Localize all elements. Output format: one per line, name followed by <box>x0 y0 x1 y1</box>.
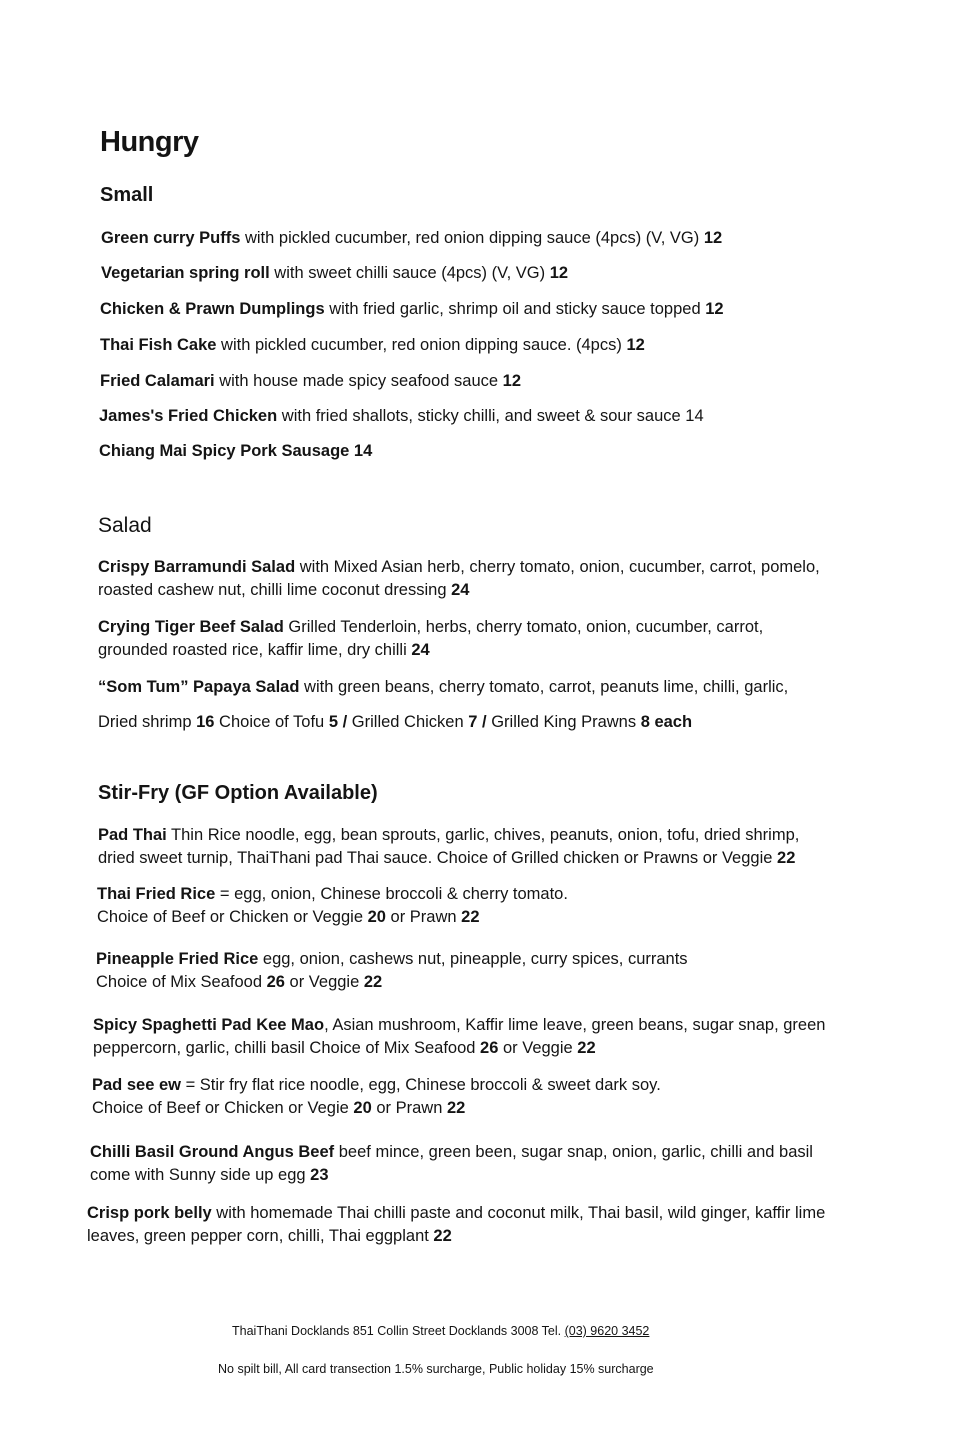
item-desc-line2: Choice of Beef or Chicken or Vegie <box>92 1099 354 1117</box>
addon-price: 5 <box>328 713 339 731</box>
item-price: 22 <box>446 1099 466 1117</box>
item-name: Chicken & Prawn Dumplings <box>100 300 325 318</box>
footer-note: No spilt bill, All card transection 1.5% surcharge, Public holiday 15% surcharge <box>218 1362 654 1376</box>
item-desc: , Asian mushroom, Kaffir lime leave, green beans, sugar snap, green <box>324 1016 826 1034</box>
item-desc: with homemade Thai chilli paste and coconut milk, Thai basil, wild ginger, kaffir lime <box>211 1204 826 1222</box>
section-heading-small: Small <box>100 184 154 206</box>
addon-text: Grilled Chicken <box>351 713 469 731</box>
item-price: 22 <box>363 973 383 991</box>
item-desc-mid: or Veggie <box>498 1039 578 1057</box>
item-name: “Som Tum” Papaya Salad <box>98 678 300 696</box>
item-name: Chilli Basil Ground Angus Beef <box>90 1143 335 1161</box>
item-desc: egg, onion, cashews nut, pineapple, curry spices, currants <box>258 950 688 968</box>
item-name: Pad Thai <box>98 826 167 844</box>
item-desc: with fried shallots, sticky chilli, and sweet & sour sauce 14 <box>277 407 704 425</box>
addon-price: 7 <box>468 713 478 731</box>
section-heading-salad: Salad <box>98 514 152 537</box>
item-price: 24 <box>411 641 430 659</box>
addon-separator: / <box>477 713 492 731</box>
salad-addons <box>98 711 692 734</box>
item-desc: = egg, onion, Chinese broccoli & cherry tomato. <box>215 885 568 903</box>
item-price: 22 <box>433 1227 452 1245</box>
item-desc-line2: Choice of Mix Seafood <box>96 973 267 991</box>
item-price: 22 <box>461 908 480 926</box>
item-price: 26 <box>266 973 285 991</box>
footer-phone[interactable]: (03) 9620 3452 <box>564 1324 650 1338</box>
item-desc: Thin Rice noodle, egg, bean sprouts, garlic, chives, peanuts, onion, tofu, dried shrimp, <box>166 826 800 844</box>
item-name: Vegetarian spring roll <box>101 264 270 282</box>
item-desc-line2: peppercorn, garlic, chilli basil Choice of Mix Seafood <box>93 1039 481 1057</box>
item-name: Crispy Barramundi Salad <box>98 558 296 576</box>
item-price: 20 <box>367 908 386 926</box>
item-desc-line2: dried sweet turnip, ThaiThani pad Thai sauce. Choice of Grilled chicken or Prawns or Veggie <box>98 849 778 867</box>
menu-item <box>92 1074 661 1120</box>
item-desc-line2: Choice of Beef or Chicken or Veggie <box>97 908 368 926</box>
item-desc: beef mince, green been, sugar snap, onion, garlic, chilli and basil <box>334 1143 813 1161</box>
item-price: 26 <box>480 1039 499 1057</box>
item-desc-line2: roasted cashew nut, chilli lime coconut dressing <box>98 581 452 599</box>
item-price: 12 <box>549 264 569 282</box>
item-name: Green curry Puffs <box>101 229 241 247</box>
item-price: 22 <box>577 1039 596 1057</box>
menu-item <box>100 298 724 321</box>
item-desc-mid: or Prawn <box>371 1099 447 1117</box>
menu-item <box>99 440 372 463</box>
item-name: Thai Fish Cake <box>100 336 217 354</box>
item-name: Pad see ew <box>92 1076 181 1094</box>
item-desc: with pickled cucumber, red onion dipping sauce. (4pcs) <box>216 336 627 354</box>
menu-item <box>87 1202 825 1248</box>
item-name: Pineapple Fried Rice <box>96 950 259 968</box>
addon-text: Grilled King Prawns <box>491 713 641 731</box>
addon-text: Choice of Tofu <box>214 713 329 731</box>
item-desc: = Stir fry flat rice noodle, egg, Chinese broccoli & sweet dark soy. <box>180 1076 661 1094</box>
item-price: 22 <box>777 849 796 867</box>
menu-item <box>99 405 704 428</box>
menu-item <box>98 556 820 602</box>
addon-text: Dried shrimp <box>98 713 197 731</box>
item-price: 12 <box>502 372 522 390</box>
item-desc-line2: come with Sunny side up egg <box>90 1166 311 1184</box>
item-price: 12 <box>705 300 724 318</box>
menu-item <box>100 370 521 393</box>
addon-separator: / <box>338 713 352 731</box>
item-name: Spicy Spaghetti Pad Kee Mao <box>93 1016 325 1034</box>
item-desc: with Mixed Asian herb, cherry tomato, onion, cucumber, carrot, pomelo, <box>295 558 820 576</box>
addon-price: 16 <box>196 713 215 731</box>
item-name: Crying Tiger Beef Salad <box>98 618 284 636</box>
footer-address-text: ThaiThani Docklands 851 Collin Street Docklands 3008 Tel. <box>232 1324 565 1338</box>
menu-item <box>90 1141 813 1187</box>
menu-item <box>96 948 688 994</box>
item-price: 12 <box>703 229 723 247</box>
item-price: 20 <box>353 1099 372 1117</box>
item-desc: with fried garlic, shrimp oil and sticky sauce topped <box>324 300 706 318</box>
item-desc: with green beans, cherry tomato, carrot, peanuts lime, chilli, garlic, <box>299 678 789 696</box>
menu-item <box>97 883 568 929</box>
item-price: 24 <box>451 581 470 599</box>
item-desc: with house made spicy seafood sauce <box>214 372 503 390</box>
menu-item <box>101 262 568 285</box>
item-desc-mid: or Veggie <box>284 973 364 991</box>
item-name: Fried Calamari <box>100 372 215 390</box>
item-desc: Grilled Tenderloin, herbs, cherry tomato, onion, cucumber, carrot, <box>283 618 764 636</box>
menu-item <box>98 824 799 870</box>
item-name: James's Fried Chicken <box>99 407 278 425</box>
item-desc-line2: grounded roasted rice, kaffir lime, dry chilli <box>98 641 412 659</box>
item-desc: with sweet chilli sauce (4pcs) (V, VG) <box>269 264 550 282</box>
section-heading-stirfry: Stir-Fry (GF Option Available) <box>98 782 378 804</box>
item-name: Thai Fried Rice <box>97 885 216 903</box>
item-name: Chiang Mai Spicy Pork Sausage 14 <box>99 442 373 460</box>
item-desc-mid: or Prawn <box>385 908 462 926</box>
menu-item <box>100 334 645 357</box>
addon-price: 8 each <box>640 713 693 731</box>
menu-item <box>93 1014 825 1060</box>
item-price: 23 <box>310 1166 329 1184</box>
menu-item <box>101 227 722 250</box>
item-name: Crisp pork belly <box>87 1204 212 1222</box>
item-desc-line2: leaves, green pepper corn, chilli, Thai eggplant <box>87 1227 434 1245</box>
item-price: 12 <box>626 336 645 354</box>
item-desc: with pickled cucumber, red onion dipping sauce (4pcs) (V, VG) <box>240 229 704 247</box>
menu-item <box>98 676 788 699</box>
footer-address <box>232 1324 649 1338</box>
menu-title: Hungry <box>100 126 199 158</box>
menu-item <box>98 616 763 662</box>
